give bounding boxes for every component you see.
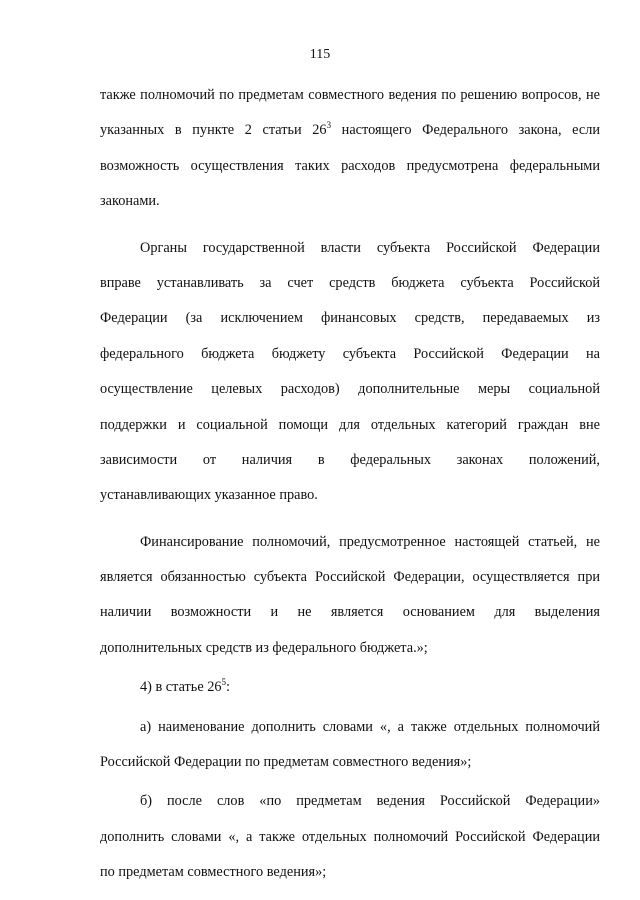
paragraph-1 (100, 84, 600, 226)
text-line: законами. (100, 193, 160, 210)
superscript: 5 (221, 677, 227, 688)
text-line: б) после слов «по предметам ведения Российской Федерации» (140, 793, 600, 810)
text-line: также полномочий по предметам совместного ведения по решению вопросов, не (100, 87, 600, 103)
text-line: возможность осуществления таких расходов предусмотрена федеральными (100, 157, 600, 174)
item-b (100, 790, 600, 896)
text-line: вправе устанавливать за счет средств бюджета субъекта Российской (100, 274, 600, 291)
text-line: Федерации (за исключением финансовых средств, передаваемых из (100, 310, 600, 327)
text-line (100, 119, 600, 154)
superscript: 3 (326, 120, 332, 131)
text-line: Финансирование полномочий, предусмотренное настоящей статьей, не (140, 533, 600, 550)
paragraph-3 (100, 531, 600, 673)
text-line: поддержки и социальной помощи для отдельных категорий граждан вне (100, 416, 600, 433)
page-number: 115 (309, 47, 331, 62)
text-line: является обязанностью субъекта Российской Федерации, осуществляется при (100, 569, 600, 586)
text-line: зависимости от наличия в федеральных законах положений, (100, 451, 600, 468)
text-line: Органы государственной власти субъекта Российской Федерации (140, 239, 600, 256)
text-line (100, 676, 600, 711)
text-segment: указанных в пункте 2 статьи 26 (100, 122, 327, 139)
text-line: устанавливающих указанное право. (100, 487, 318, 504)
text-line: а) наименование дополнить словами «, а также отдельных полномочий (140, 718, 600, 735)
text-line: осуществление целевых расходов) дополнительные меры социальной (100, 381, 600, 398)
item-a (100, 716, 600, 787)
text-segment: : (226, 679, 231, 696)
text-line: по предметам совместного ведения»; (100, 864, 327, 881)
paragraph-2 (100, 237, 600, 520)
body-text (100, 84, 600, 897)
item-4 (100, 676, 600, 711)
text-line: наличии возможности и не является основанием для выделения (100, 604, 600, 621)
text-line: дополнительных средств из федерального бюджета.»; (100, 639, 428, 656)
text-segment: настоящего Федерального закона, если (331, 122, 600, 139)
text-segment: 4) в статье 26 (140, 679, 222, 696)
text-line: федерального бюджета бюджету субъекта Российской Федерации на (100, 345, 600, 362)
text-line: дополнить словами «, а также отдельных полномочий Российской Федерации (100, 828, 600, 845)
text-line: Российской Федерации по предметам совместного ведения»; (100, 754, 472, 771)
